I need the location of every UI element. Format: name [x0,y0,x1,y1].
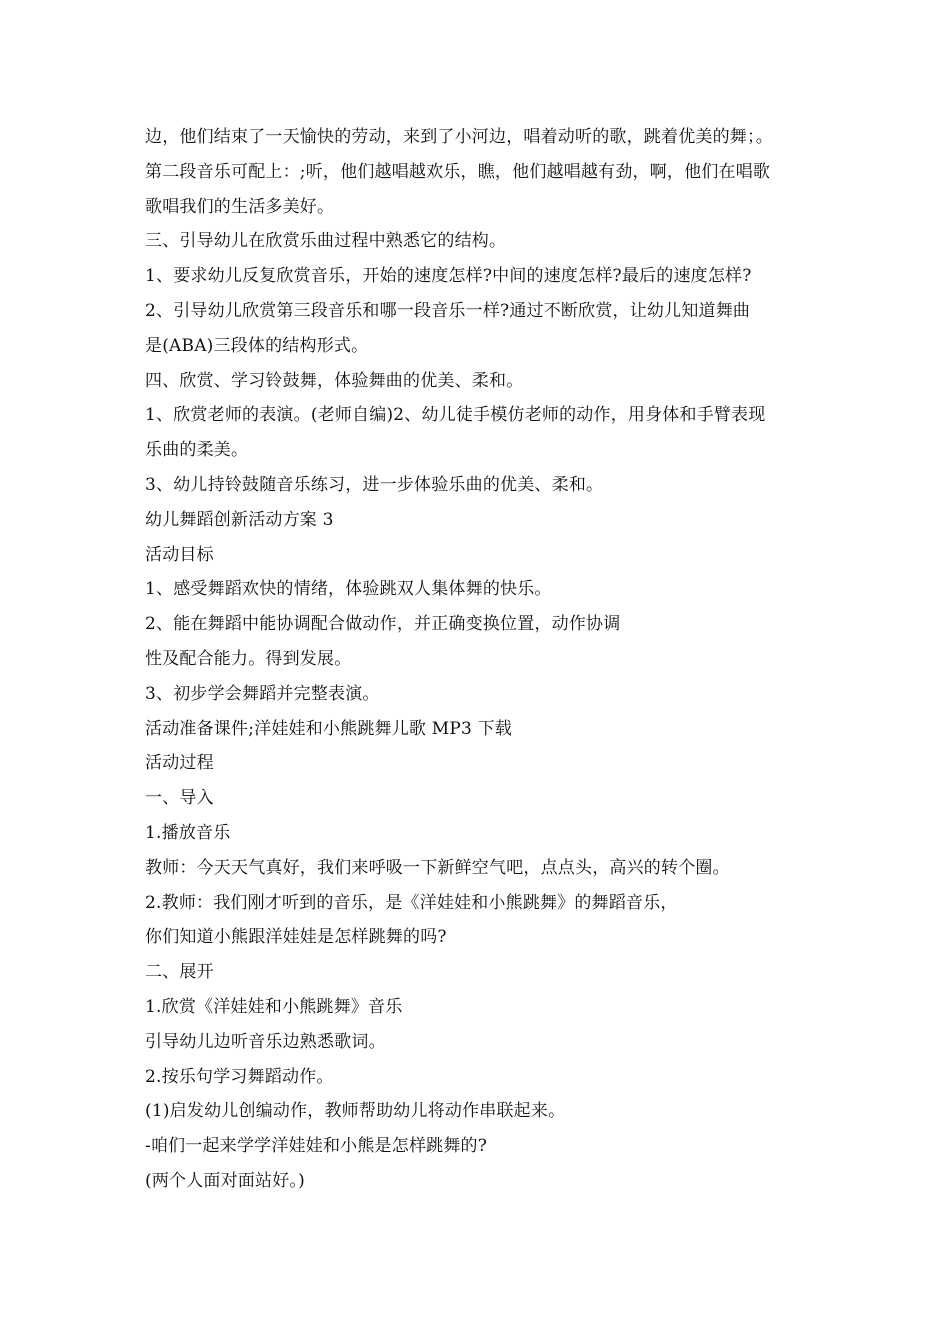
section-heading: 二、展开 [145,962,214,983]
paragraph-line: 是(ABA)三段体的结构形式。 [145,335,369,356]
list-item: 1.播放音乐 [145,822,231,843]
paragraph-line: 歌唱我们的生活多美好。 [145,196,335,217]
document-body [145,120,825,1199]
section-heading: 活动过程 [145,753,214,774]
list-item: (1)启发幼儿创编动作，教师帮助幼儿将动作串联起来。 [145,1101,566,1122]
paragraph-line: 乐曲的柔美。 [145,440,249,461]
paragraph-line: 教师：今天天气真好，我们来呼吸一下新鲜空气吧，点点头，高兴的转个圈。 [145,857,730,878]
list-item: 1、感受舞蹈欢快的情绪，体验跳双人集体舞的快乐。 [145,579,552,600]
paragraph-line: (两个人面对面站好。) [145,1170,305,1191]
list-item: 2.教师：我们刚才听到的音乐，是《洋娃娃和小熊跳舞》的舞蹈音乐， [145,892,678,913]
plan-title: 幼儿舞蹈创新活动方案 3 [145,509,334,530]
paragraph-line: 活动准备课件;洋娃娃和小熊跳舞儿歌 MP3 下载 [145,718,512,739]
list-item: 3、幼儿持铃鼓随音乐练习，进一步体验乐曲的优美、柔和。 [145,474,604,495]
section-heading: 一、导入 [145,788,214,809]
list-item: 1、欣赏老师的表演。(老师自编)2、幼儿徒手模仿老师的动作，用身体和手臂表现 [145,405,766,426]
list-item: 2.按乐句学习舞蹈动作。 [145,1066,334,1087]
paragraph-line: 你们知道小熊跟洋娃娃是怎样跳舞的吗? [145,927,447,948]
list-item: 2、引导幼儿欣赏第三段音乐和哪一段音乐一样?通过不断欣赏，让幼儿知道舞曲 [145,300,751,321]
list-item: 1、要求幼儿反复欣赏音乐，开始的速度怎样?中间的速度怎样?最后的速度怎样? [145,266,752,287]
list-item: 2、能在舞蹈中能协调配合做动作，并正确变换位置，动作协调 [145,614,621,635]
paragraph-line: 第二段音乐可配上：;听，他们越唱越欢乐，瞧，他们越唱越有劲，啊，他们在唱歌 [145,161,771,182]
section-heading: 活动目标 [145,544,214,565]
paragraph-line: 引导幼儿边听音乐边熟悉歌词。 [145,1031,386,1052]
list-item: 3、初步学会舞蹈并完整表演。 [145,683,380,704]
paragraph-line: -咱们一起来学学洋娃娃和小熊是怎样跳舞的? [145,1136,488,1157]
section-heading: 四、欣赏、学习铃鼓舞，体验舞曲的优美、柔和。 [145,370,524,391]
paragraph-line: 边，他们结束了一天愉快的劳动，来到了小河边，唱着动听的歌，跳着优美的舞；。 [145,127,773,147]
paragraph-line: 性及配合能力。得到发展。 [145,648,352,669]
list-item: 1.欣赏《洋娃娃和小熊跳舞》音乐 [145,996,403,1017]
section-heading: 三、引导幼儿在欣赏乐曲过程中熟悉它的结构。 [145,231,507,252]
